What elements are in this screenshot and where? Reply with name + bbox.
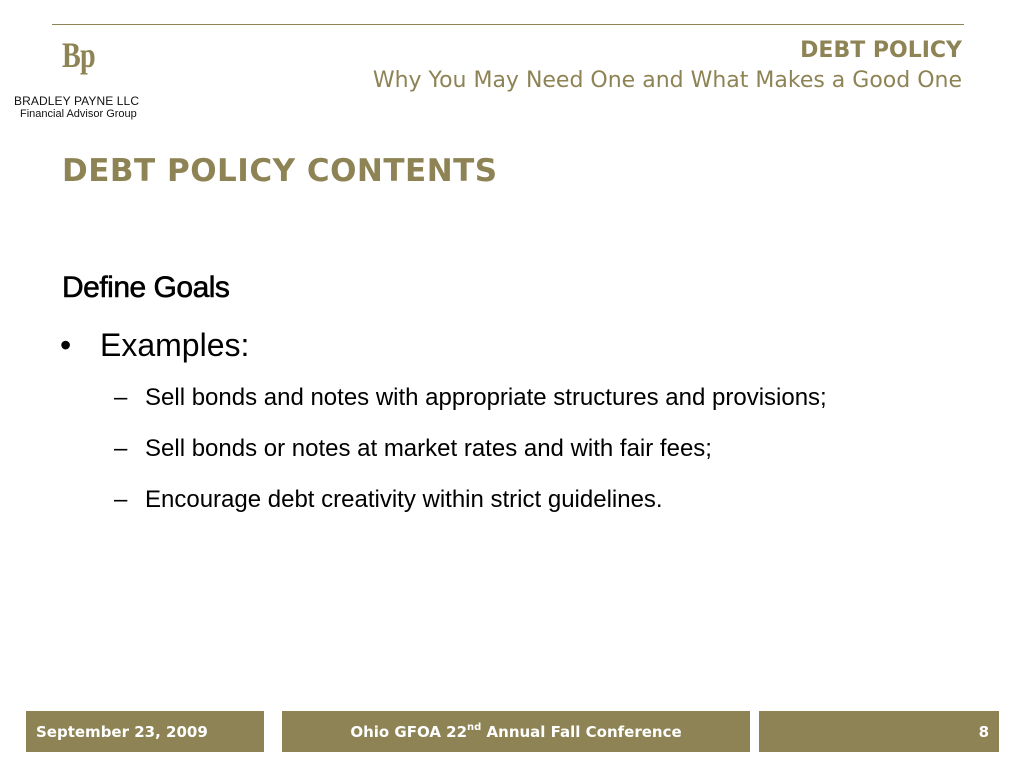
- conference-suffix: Annual Fall Conference: [481, 722, 682, 741]
- sub-bullet-text: Encourage debt creativity within strict guidelines.: [145, 486, 663, 513]
- header-divider: [52, 24, 964, 25]
- conference-prefix: Ohio GFOA 22: [350, 722, 468, 741]
- company-name: BRADLEY PAYNE LLC: [14, 94, 140, 108]
- footer-conference-text: [350, 723, 681, 741]
- dash-marker: –: [114, 486, 128, 513]
- header-title: DEBT POLICY: [800, 38, 962, 63]
- section-heading: Define Goals: [62, 271, 230, 304]
- sub-bullet-text: Sell bonds and notes with appropriate structures and provisions;: [145, 384, 827, 411]
- bullet-marker: •: [60, 327, 72, 363]
- sub-bullet-list: [114, 384, 1004, 537]
- page-number: 8: [978, 722, 989, 741]
- sub-bullet-item: [114, 486, 1004, 537]
- sub-bullet-item: [114, 384, 1004, 435]
- sub-bullet-item: [114, 435, 1004, 486]
- dash-marker: –: [114, 435, 128, 462]
- sub-bullet-text: Sell bonds or notes at market rates and with fair fees;: [145, 435, 712, 462]
- footer-date: [26, 711, 264, 752]
- company-logo: Bp: [62, 35, 95, 75]
- conference-ordinal: nd: [467, 721, 482, 733]
- dash-marker: –: [114, 384, 128, 411]
- footer-date-text: September 23, 2009: [36, 722, 208, 741]
- footer-page-number: [759, 711, 999, 752]
- slide-title: DEBT POLICY CONTENTS: [62, 153, 498, 189]
- footer-conference: [282, 711, 750, 752]
- header-subtitle: Why You May Need One and What Makes a Good One: [372, 68, 962, 93]
- company-tagline: Financial Advisor Group: [20, 108, 137, 120]
- bullet-text: Examples:: [100, 327, 250, 363]
